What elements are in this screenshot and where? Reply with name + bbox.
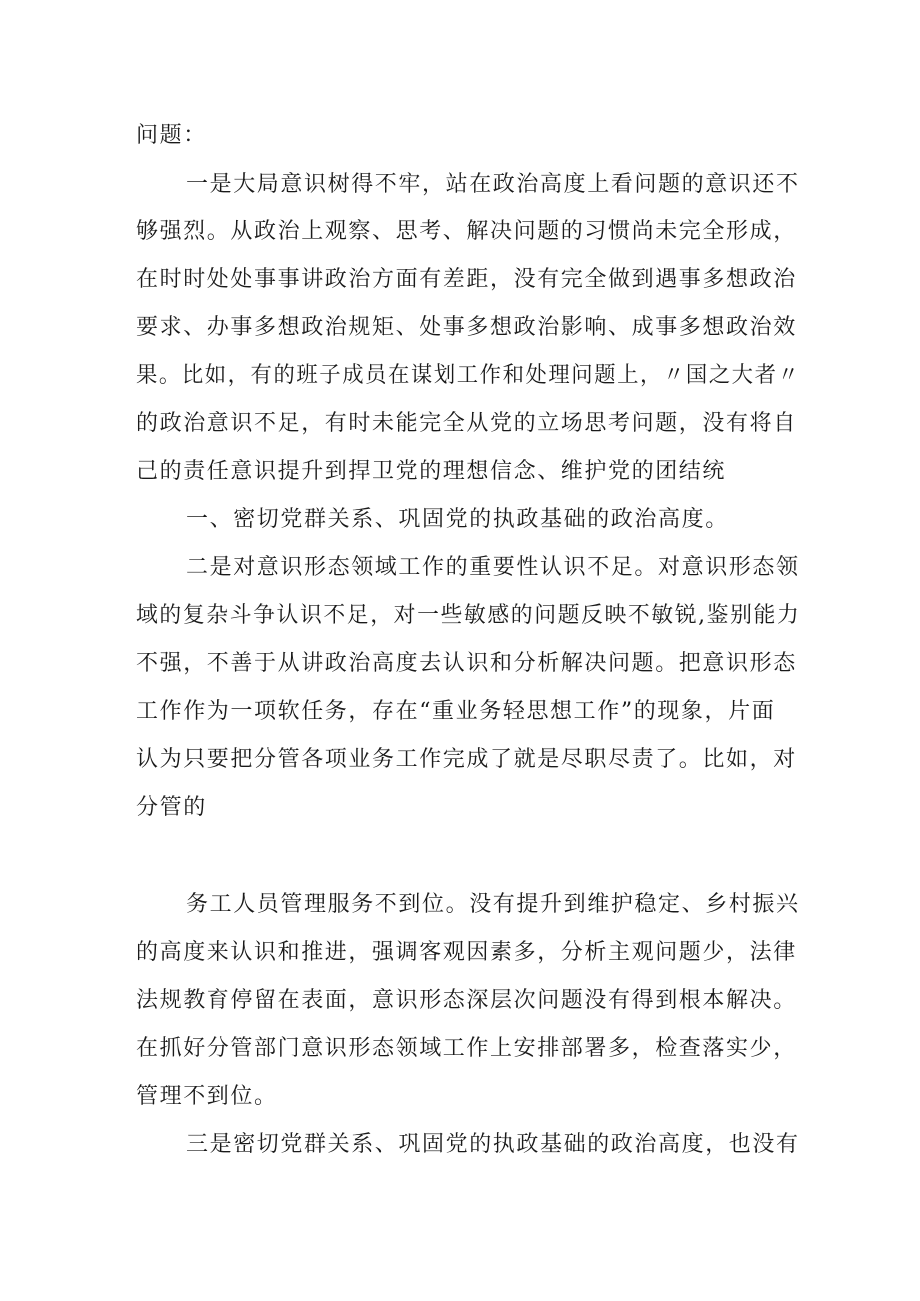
text-line: 要求、办事多想政治规矩、处事多想政治影响、成事多想政治效 [136, 315, 797, 340]
text-line: 在抓好分管部门意识形态领域工作上安排部署多，检查落实少， [136, 1036, 797, 1061]
text-line: 法规教育停留在表面，意识形态深层次问题没有得到根本解决。 [136, 988, 797, 1013]
text-line: 的政治意识不足，有时未能完全从党的立场思考问题，没有将自 [136, 411, 797, 436]
text-line: 一是大局意识树得不牢，站在政治高度上看问题的意识还不 [186, 172, 800, 197]
text-line: 分管的 [136, 795, 207, 820]
text-line: 己的责任意识提升到捍卫党的理想信念、维护党的团结统 [136, 459, 727, 484]
text-line: 工作作为一项软任务，存在“重业务轻思想工作”的现象，片面 [136, 699, 776, 724]
text-line: 果。比如，有的班子成员在谋划工作和处理问题上，〃国之大者〃 [136, 363, 801, 388]
text-line: 域的复杂斗争认识不足，对一些敏感的问题反映不敏锐,鉴别能力 [136, 603, 801, 628]
text-line: 务工人员管理服务不到位。没有提升到维护稳定、乡村振兴 [186, 892, 800, 917]
text-line: 三是密切党群关系、巩固党的执政基础的政治高度，也没有 [186, 1132, 800, 1157]
text-line: 问题： [136, 123, 207, 148]
text-line: 的高度来认识和推进，强调客观因素多，分析主观问题少，法律 [136, 940, 797, 965]
text-line: 认为只要把分管各项业务工作完成了就是尽职尽责了。比如，对 [136, 747, 797, 772]
text-line: 二是对意识形态领域工作的重要性认识不足。对意识形态领 [186, 555, 800, 580]
text-line: 够强烈。从政治上观察、思考、解决问题的习惯尚未完全形成， [136, 219, 797, 244]
text-line: 不强，不善于从讲政治高度去认识和分析解决问题。把意识形态 [136, 651, 797, 676]
text-line: 管理不到位。 [136, 1084, 278, 1109]
text-line: 在时时处处事事讲政治方面有差距，没有完全做到遇事多想政治 [136, 267, 797, 292]
text-line: 一、密切党群关系、巩固党的执政基础的政治高度。 [186, 507, 729, 532]
